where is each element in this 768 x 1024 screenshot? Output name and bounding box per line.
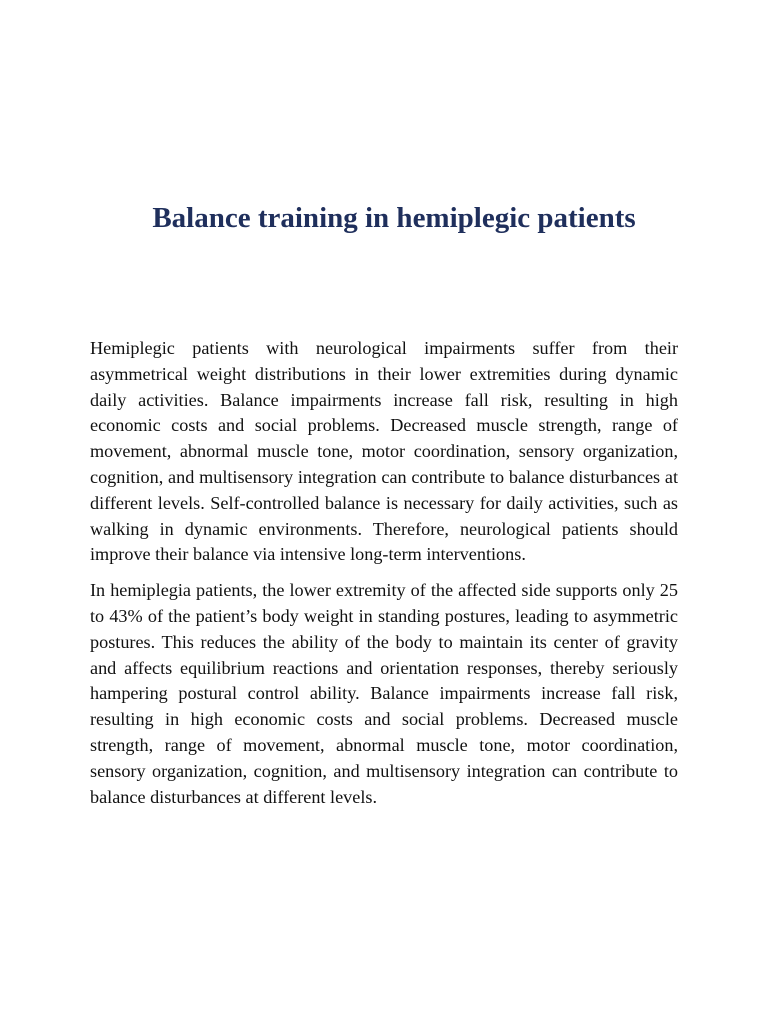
document-body (90, 336, 678, 820)
paragraph-2: In hemiplegia patients, the lower extremity of the affected side supports only 25 to 43% of the patient’s body weight in standing postures, leading to asymmetric postures. This reduces the ability of the body to maintain its center of gravity and affects equilibrium reactions and orientation responses, thereby seriously hampering postural control ability. Balance impairments increase fall risk, resulting in high economic costs and social problems. Decreased muscle strength, range of movement, abnormal muscle tone, motor coordination, sensory organization, cognition, and multisensory integration can contribute to balance disturbances at different levels. (90, 580, 678, 807)
document-title: Balance training in hemiplegic patients (152, 202, 636, 234)
paragraph-1: Hemiplegic patients with neurological impairments suffer from their asymmetrical weight distributions in their lower extremities during dynamic daily activities. Balance impairments increase fall risk, resulting in high economic costs and social problems. Decreased muscle strength, range of movement, abnormal muscle tone, motor coordination, sensory organization, cognition, and multisensory integration can contribute to balance disturbances at different levels. Self-controlled balance is necessary for daily activities, such as walking in dynamic environments. Therefore, neurological patients should improve their balance via intensive long-term interventions. (90, 338, 678, 565)
